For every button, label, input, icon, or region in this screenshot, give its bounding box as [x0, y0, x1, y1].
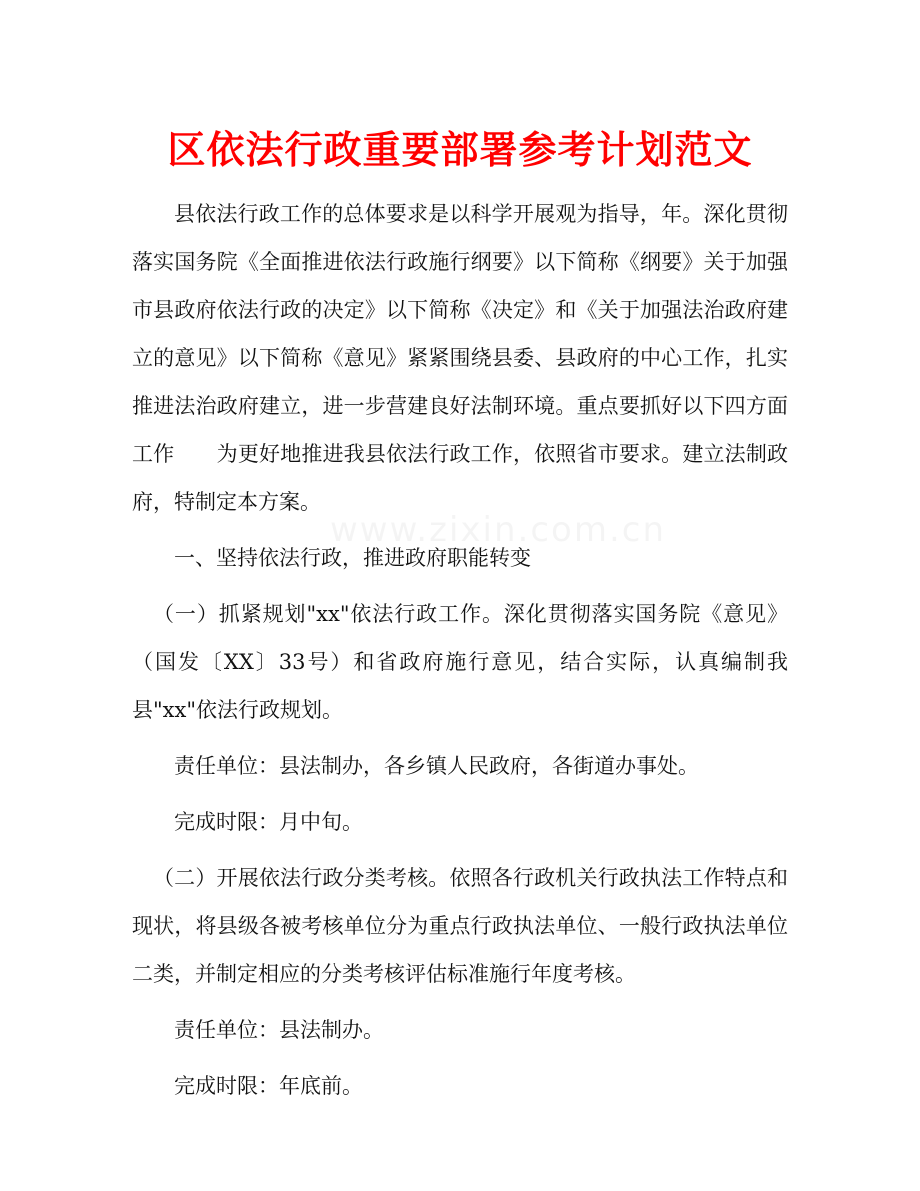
section-heading-1: 一、坚持依法行政，推进政府职能转变 — [174, 546, 531, 570]
document-body — [132, 190, 788, 1110]
item-1-responsible-unit: 责任单位：县法制办，各乡镇人民政府，各街道办事处。 — [174, 754, 699, 778]
item-1-paragraph: （一）抓紧规划"xx"依法行政工作。深化贯彻落实国务院《意见》（国发〔XX〕33号）和省政府施行意见，结合实际，认真编制我县"xx"依法行政规划。 — [132, 602, 788, 722]
document-title: 区依法行政重要部署参考计划范文 — [167, 128, 753, 172]
item-1-deadline: 完成时限：月中旬。 — [174, 810, 363, 834]
item-2-responsible-unit: 责任单位：县法制办。 — [174, 1018, 384, 1042]
intro-paragraph: 县依法行政工作的总体要求是以科学开展观为指导，年。深化贯彻落实国务院《全面推进依法行政施行纲要》以下简称《纲要》关于加强市县政府依法行政的决定》以下简称《决定》和《关于加强法治政府建立的意见》以下简称《意见》紧紧围绕县委、县政府的中心工作，扎实推进法治政府建立，进一步营建良好法制环境。重点要抓好以下四方面工作 为更好地推进我县依法行政工作，依照省市要求。建立法制政府，特制定本方案。 — [132, 202, 788, 514]
item-2-deadline: 完成时限：年底前。 — [174, 1074, 363, 1098]
item-2-paragraph: （二）开展依法行政分类考核。依照各行政机关行政执法工作特点和现状，将县级各被考核单位分为重点行政执法单位、一般行政执法单位二类，并制定相应的分类考核评估标准施行年度考核。 — [132, 866, 788, 986]
